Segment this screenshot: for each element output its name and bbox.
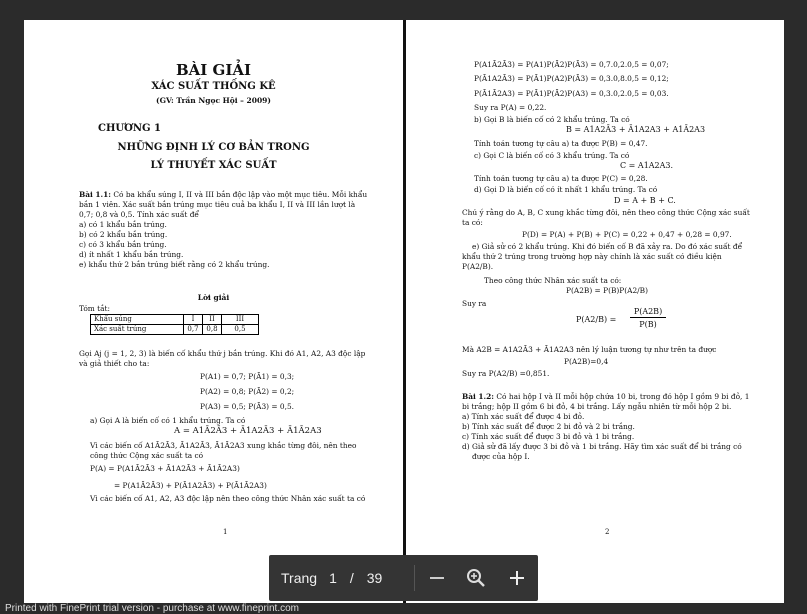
- page-separator: /: [349, 570, 354, 586]
- table-cell: 0,8: [203, 325, 222, 335]
- exercise-item: c) Tính xác suất để được 3 bi đỏ và 1 bi trắng.: [462, 432, 635, 441]
- paragraph: Gọi Aj (j = 1, 2, 3) là biến cố khẩu thứ j bắn trúng. Khi đó A1, A2, A3 độc lập và giả thiết cho ta:: [79, 349, 366, 368]
- exercise-item: c) có 3 khẩu bắn trúng.: [79, 240, 167, 249]
- chapter-title-line1: NHỮNG ĐỊNH LÝ CƠ BẢN TRONG: [117, 142, 310, 153]
- zoom-fit-button[interactable]: [461, 563, 491, 593]
- zoom-icon: [466, 568, 486, 588]
- doc-subtitle: XÁC SUẤT THỐNG KÊ: [151, 81, 276, 92]
- equation-mult: P(A2B) = P(B)P(A2/B): [566, 286, 648, 295]
- exercise-item: a) Tính xác suất để được 4 bi đỏ.: [462, 412, 585, 421]
- doc-author: (GV: Trần Ngọc Hội – 2009): [156, 96, 271, 105]
- part-d-text: d) Gọi D là biến cố có ít nhất 1 khẩu trúng. Ta có: [474, 185, 658, 194]
- equation-d: D = A + B + C.: [614, 196, 676, 205]
- table-cell: Khẩu súng: [91, 315, 184, 325]
- exercise-item: d) Giả sử đã lấy được 3 bi đỏ và 1 bi trắng. Hãy tìm xác suất để bi trắng có được của hộp I.: [462, 442, 742, 461]
- part-e-text: e) Giả sử có 2 khẩu trúng. Khi đó biến cố B đã xảy ra. Do đó xác suất để khẩu thứ 2 trúng trong trường hợp này chính là xác suất có điều kiện P(A2/B).: [462, 242, 743, 271]
- total-pages: 39: [366, 570, 383, 586]
- fraction-denominator: P(B): [639, 320, 657, 329]
- zoom-in-button[interactable]: [502, 563, 532, 593]
- equation-pa2b: P(A2B)=0,4: [564, 357, 609, 366]
- pdf-page-1: [24, 20, 403, 603]
- page-number: 2: [605, 528, 610, 536]
- ma-line-text: Mà A2B = A1A2Ā3 + Ā1A2A3 nên lý luận tương tự như trên ta được: [462, 345, 717, 354]
- plus-icon: [509, 570, 525, 586]
- probability-line: P(A2) = 0,8; P(Ā2) = 0,2;: [200, 387, 295, 396]
- table-cell: 0,7: [184, 325, 203, 335]
- solution-heading: Lời giải: [197, 293, 230, 302]
- table-cell: III: [222, 315, 259, 325]
- chapter-label: CHƯƠNG 1: [98, 123, 161, 134]
- part-a-text: a) Gọi A là biến cố có 1 khẩu trúng. Ta có: [90, 416, 246, 425]
- exercise-label: Bài 1.2:: [462, 392, 495, 401]
- table-row: [91, 315, 259, 325]
- exercise-item: d) ít nhất 1 khẩu bắn trúng.: [79, 250, 184, 259]
- probability-line: P(A1) = 0,7; P(Ā1) = 0,3;: [200, 372, 295, 381]
- doc-title: BÀI GIẢI: [175, 61, 252, 79]
- probability-line: P(A3) = 0,5; P(Ā3) = 0,5.: [200, 402, 295, 411]
- fraction-lhs: P(A2/B) =: [576, 315, 617, 324]
- table-cell: Xác suất trúng: [91, 325, 184, 335]
- equation-pd: P(D) = P(A) + P(B) + P(C) = 0,22 + 0,47 + 0,28 = 0,97.: [522, 230, 732, 239]
- mult-rule-text: Theo công thức Nhân xác suất ta có:: [484, 276, 622, 285]
- exercise-1-2: [462, 392, 754, 462]
- exercise-item: b) Tính xác suất để được 2 bi đỏ và 2 bi trắng.: [462, 422, 635, 431]
- table-cell: I: [184, 315, 203, 325]
- equation-p1: P(A) = P(A1Ā2Ā3 + Ā1A2Ā3 + Ā1Ā2A3): [90, 464, 240, 473]
- calc-c-text: Tính toán tương tự câu a) ta được P(C) = 0,28.: [474, 174, 648, 183]
- summary-table: [90, 314, 259, 335]
- exercise-1-1: [79, 190, 371, 270]
- chapter-title-line2: LÝ THUYẾT XÁC SUẤT: [150, 160, 277, 171]
- result-text: Suy ra P(A2/B) =0,851.: [462, 369, 550, 378]
- minus-icon: [429, 570, 445, 586]
- page-label: Trang: [281, 570, 318, 586]
- equation-line: P(A1Ā2Ā3) = P(A1)P(Ā2)P(Ā3) = 0,7.0,2.0,5 = 0,07;: [474, 60, 669, 69]
- note-d-text: Chú ý rằng do A, B, C xung khắc từng đôi, nên theo công thức Cộng xác suất ta có:: [462, 208, 750, 227]
- summary-label: Tóm tắt:: [79, 304, 110, 313]
- toolbar-divider: [414, 565, 415, 591]
- equation-a: A = A1Ā2Ā3 + Ā1A2Ā3 + Ā1Ā2A3: [174, 426, 322, 436]
- equation-b: B = A1A2Ā3 + Ā1A2A3 + A1Ā2A3: [566, 125, 706, 134]
- page-indicator: [281, 555, 382, 601]
- table-cell: II: [203, 315, 222, 325]
- page-number: 1: [223, 528, 228, 536]
- paragraph: Vì các biến cố A1, A2, A3 độc lập nên theo công thức Nhân xác suất ta có: [90, 494, 366, 503]
- exercise-item: b) có 2 khẩu bắn trúng.: [79, 230, 168, 239]
- paragraph: Vì các biến cố A1Ā2Ā3, Ā1A2Ā3, Ā1Ā2A3 xung khắc từng đôi, nên theo công thức Cộng xác suất ta có: [90, 441, 357, 460]
- exercise-item: a) có 1 khẩu bắn trúng.: [79, 220, 167, 229]
- zoom-out-button[interactable]: [422, 563, 452, 593]
- exercise-label: Bài 1.1:: [79, 190, 112, 199]
- exercise-text: Có ba khẩu súng I, II và III bắn độc lập vào một mục tiêu. Mỗi khẩu bắn 1 viên. Xác suất bắn trúng mục tiêu cuả ba khẩu I, II và III lần lượt là 0,7; 0,8 và 0,5. Tính xác suất để: [79, 190, 368, 219]
- part-b-text: b) Gọi B là biến cố có 2 khẩu trúng. Ta có: [474, 115, 630, 124]
- result-text: Suy ra P(A) = 0,22.: [474, 103, 547, 112]
- equation-line: P(Ā1Ā2A3) = P(Ā1)P(Ā2)P(A3) = 0,3.0,2.0,5 = 0,03.: [474, 89, 669, 98]
- part-c-text: c) Gọi C là biến cố có 3 khẩu trúng. Ta có: [474, 151, 630, 160]
- equation-c: C = A1A2A3.: [620, 161, 674, 170]
- current-page-input[interactable]: 1: [329, 570, 337, 586]
- suy-ra-text: Suy ra: [462, 299, 487, 308]
- table-cell: 0,5: [222, 325, 259, 335]
- equation-line: P(Ā1A2Ā3) = P(Ā1)P(A2)P(Ā3) = 0,3.0,8.0,5 = 0,12;: [474, 74, 669, 83]
- print-footer: Printed with FinePrint trial version - purchase at www.fineprint.com: [5, 603, 300, 614]
- calc-b-text: Tính toán tương tự câu a) ta được P(B) = 0,47.: [474, 139, 648, 148]
- fraction-numerator: P(A2B): [630, 307, 666, 318]
- exercise-text: Có hai hộp I và II mỗi hộp chứa 10 bi, trong đó hộp I gồm 9 bi đỏ, 1 bi trắng; hộp II gồm 6 bi đỏ, 4 bi trắng. Lấy ngẫu nhiên từ mỗi hộp 2 bi.: [462, 392, 750, 411]
- exercise-item: e) khẩu thứ 2 bắn trúng biết rằng có 2 khẩu trúng.: [79, 260, 270, 269]
- equation-p2: = P(A1Ā2Ā3) + P(Ā1A2Ā3) + P(Ā1Ā2A3): [114, 481, 267, 490]
- page-toolbar: [269, 555, 538, 601]
- pdf-page-2: [406, 20, 784, 603]
- table-row: [91, 325, 259, 335]
